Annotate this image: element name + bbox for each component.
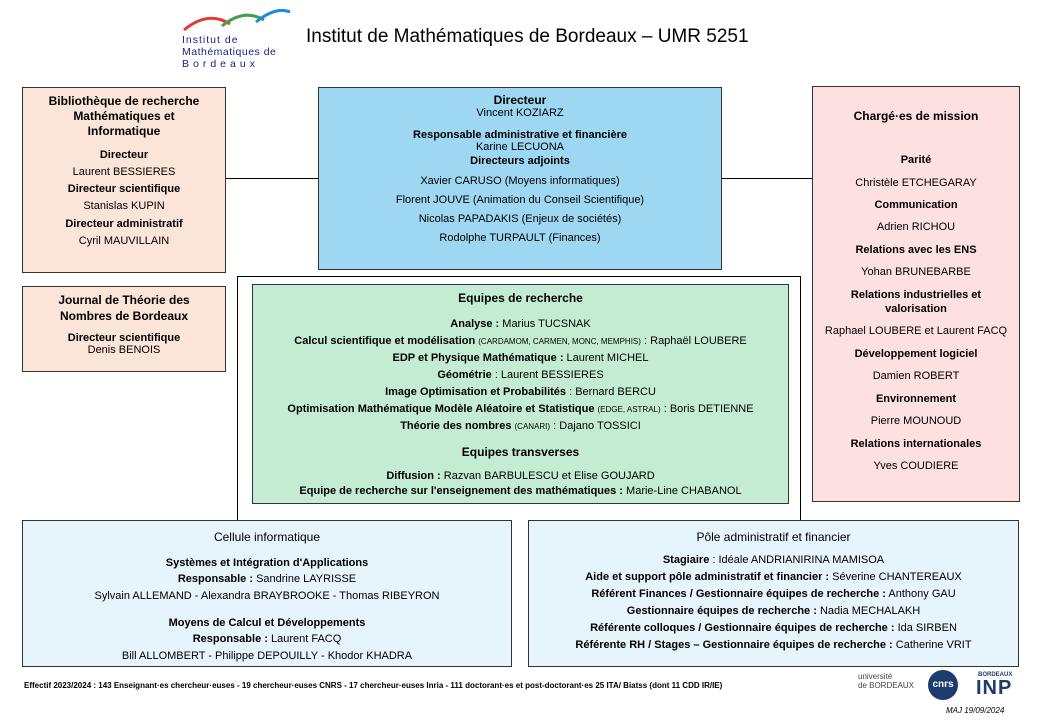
- sys-resp-label: Responsable :: [177, 573, 254, 585]
- team-label: Calcul scientifique et modélisation: [294, 335, 476, 347]
- deputy-item: Florent JOUVE (Animation du Conseil Scientifique): [395, 194, 645, 206]
- pole-name: : Idéale ANDRIANIRINA MAMISOA: [709, 554, 885, 566]
- bib-name-2: Stanislas KUPIN: [83, 200, 165, 212]
- charge-name: Damien ROBERT: [872, 370, 960, 382]
- calc-title: Moyens de Calcul et Développements: [168, 617, 366, 629]
- sys-title: Systèmes et Intégration d'Applications: [165, 557, 369, 569]
- footer-effectif: Effectif 2023/2024 : 143 Enseignant·es chercheur·euses - 19 chercheur·euses CNRS - 17 chercheur·euses Inria - 111 doctorant·es et post-doctorant·es 25 ITA/ Biatss (dont 11 CDD IR/IE): [24, 681, 723, 690]
- pole-label: Référent Finances / Gestionnaire équipes de recherche :: [591, 588, 886, 600]
- pole-title: Pôle administratif et financier: [696, 530, 851, 544]
- team-subteams: (CARDAMOM, CARMEN, MONC, MEMPHIS): [478, 337, 641, 346]
- deputy-item: Nicolas PAPADAKIS (Enjeux de sociétés): [418, 213, 622, 225]
- team-label: Image Optimisation et Probabilités: [385, 386, 567, 398]
- transverse-label: Diffusion :: [386, 470, 441, 482]
- pole-label: Référente RH / Stages – Gestionnaire équipes de recherche :: [575, 639, 893, 651]
- charge-role: Communication: [874, 199, 958, 211]
- charge-role: Relations avec les ENS: [855, 244, 977, 256]
- ub-line-1: université: [858, 672, 893, 681]
- journal-title-1: Journal de Théorie des: [58, 293, 190, 307]
- team-row: [253, 386, 788, 398]
- charge-role: Relations internationales: [850, 438, 982, 450]
- bib-name-3: Cyril MAUVILLAIN: [78, 235, 170, 247]
- team-label: EDP et Physique Mathématique :: [392, 352, 564, 364]
- direction-box: [318, 87, 722, 270]
- pole-label: Aide et support pôle administratif et financier :: [585, 571, 830, 583]
- pole-row: [529, 639, 1018, 651]
- inp-text: INP: [976, 677, 1013, 699]
- calc-resp-row: [23, 633, 511, 645]
- cellule-title: Cellule informatique: [213, 530, 321, 544]
- logo-swoosh-icon: [178, 6, 292, 36]
- team-label: Théorie des nombres: [400, 420, 512, 432]
- pole-row: [529, 588, 1018, 600]
- admin-role: Responsable administrative et financière: [413, 129, 627, 141]
- pole-administratif-box: [528, 520, 1019, 667]
- team-name: : Laurent BESSIERES: [491, 369, 604, 381]
- connector-frame-left: [237, 276, 238, 520]
- connector-frame-right: [800, 276, 801, 520]
- charge-name: Yohan BRUNEBARBE: [861, 266, 971, 278]
- team-name: : Bernard BERCU: [566, 386, 656, 398]
- equipes-title: Equipes de recherche: [458, 291, 583, 305]
- pole-name: Séverine CHANTEREAUX: [829, 571, 962, 583]
- pole-name: Catherine VRIT: [892, 639, 972, 651]
- logo-line-1: Institut de: [182, 34, 239, 46]
- charge-name: Adrien RICHOU: [876, 221, 956, 233]
- charge-role-2: valorisation: [885, 303, 947, 315]
- team-name: Laurent MICHEL: [563, 352, 649, 364]
- sys-members: Sylvain ALLEMAND - Alexandra BRAYBROOKE - Thomas RIBEYRON: [94, 590, 440, 602]
- pole-label: Référente colloques / Gestionnaire équipes de recherche :: [590, 622, 895, 634]
- team-row: [253, 420, 788, 432]
- pole-name: Nadia MECHALAKH: [816, 605, 921, 617]
- team-name: Marius TUCSNAK: [499, 318, 591, 330]
- charge-name: Yves COUDIERE: [873, 460, 959, 472]
- logo-line-2: Mathématiques de: [182, 46, 277, 58]
- inp-small-text: BORDEAUX: [978, 672, 1013, 678]
- imb-logo: [178, 6, 292, 70]
- sys-resp-row: [23, 573, 511, 585]
- ub-line-2: de BORDEAUX: [858, 681, 915, 690]
- universite-bordeaux-logo: [858, 672, 914, 690]
- admin-name: Karine LECUONA: [475, 141, 565, 153]
- pole-row: [529, 622, 1018, 634]
- pole-row: [529, 605, 1018, 617]
- transverse-row: [253, 470, 788, 482]
- bib-role-3: Directeur administratif: [65, 218, 183, 230]
- logo-line-3: Bordeaux: [182, 58, 259, 70]
- transverse-row: [253, 485, 788, 497]
- cnrs-logo: cnrs: [928, 670, 958, 700]
- pole-row: [529, 571, 1018, 583]
- team-row: [253, 335, 788, 347]
- transverse-name: Razvan BARBULESCU et Elise GOUJARD: [440, 470, 655, 482]
- charge-role: Relations industrielles et: [850, 289, 982, 301]
- team-name: Dajano TOSSICI: [556, 420, 641, 432]
- journal-title-2: Nombres de Bordeaux: [59, 309, 189, 323]
- team-subteams: (CANARI): [514, 422, 551, 431]
- team-row: [253, 352, 788, 364]
- deputies-title: Directeurs adjoints: [470, 155, 570, 167]
- transverse-title: Equipes transverses: [461, 445, 580, 459]
- charge-name: Pierre MOUNOUD: [870, 415, 962, 427]
- page-title: Institut de Mathématiques de Bordeaux – UMR 5251: [306, 26, 749, 47]
- calc-members: Bill ALLOMBERT - Philippe DEPOUILLY - Khodor KHADRA: [121, 650, 413, 662]
- bib-role-2: Directeur scientifique: [67, 183, 181, 195]
- pole-name: Ida SIRBEN: [894, 622, 957, 634]
- calc-resp-name: Laurent FACQ: [267, 633, 342, 645]
- sys-resp-name: Sandrine LAYRISSE: [253, 573, 357, 585]
- cellule-informatique-box: [22, 520, 512, 667]
- bib-title-1: Bibliothèque de recherche: [48, 94, 200, 108]
- team-row: [253, 318, 788, 330]
- bib-role-1: Directeur: [99, 149, 149, 161]
- team-row: [253, 403, 788, 415]
- charges-de-mission-box: [812, 86, 1020, 502]
- journal-box: [22, 286, 226, 372]
- bib-name-1: Laurent BESSIERES: [72, 166, 176, 178]
- pole-label: Gestionnaire équipes de recherche :: [626, 605, 817, 617]
- bib-title-2: Mathématiques et: [73, 109, 175, 123]
- charges-title: Chargé·es de mission: [853, 109, 979, 123]
- charge-role: Environnement: [875, 393, 957, 405]
- director-name: Vincent KOZIARZ: [476, 107, 564, 119]
- journal-name: Denis BENOIS: [87, 344, 161, 356]
- charge-role: Développement logiciel: [854, 348, 978, 360]
- pole-row: [529, 554, 1018, 566]
- deputy-item: Rodolphe TURPAULT (Finances): [439, 232, 601, 244]
- team-name: Raphaël LOUBERE: [647, 335, 747, 347]
- team-sep: :: [550, 420, 557, 432]
- pole-name: Anthony GAU: [885, 588, 956, 600]
- team-subteams: (EDGE, ASTRAL): [597, 405, 661, 414]
- journal-role: Directeur scientifique: [67, 332, 181, 344]
- team-row: [253, 369, 788, 381]
- footer-update-date: MAJ 19/09/2024: [946, 706, 1005, 715]
- bibliotheque-box: [22, 87, 226, 273]
- connector-left: [226, 178, 318, 179]
- bib-title-3: Informatique: [87, 124, 161, 138]
- deputy-item: Xavier CARUSO (Moyens informatiques): [420, 175, 620, 187]
- team-sep: :: [640, 335, 648, 347]
- charge-role: Parité: [900, 154, 932, 166]
- charge-name: Raphael LOUBERE et Laurent FACQ: [824, 325, 1008, 337]
- connector-right: [722, 178, 812, 179]
- charge-name: Christèle ETCHEGARAY: [855, 177, 977, 189]
- direction-title: Directeur: [493, 93, 547, 107]
- calc-resp-label: Responsable :: [192, 633, 268, 645]
- team-label: Géométrie: [437, 369, 492, 381]
- team-sep: :: [660, 403, 667, 415]
- transverse-name: Marie-Line CHABANOL: [622, 485, 742, 497]
- team-label: Analyse :: [450, 318, 500, 330]
- team-name: Boris DETIENNE: [666, 403, 754, 415]
- transverse-label: Equipe de recherche sur l'enseignement des mathématiques :: [299, 485, 623, 497]
- equipes-box: [252, 284, 789, 504]
- team-label: Optimisation Mathématique Modèle Aléatoire et Statistique: [287, 403, 595, 415]
- pole-label: Stagiaire: [662, 554, 710, 566]
- connector-frame-top: [237, 276, 800, 277]
